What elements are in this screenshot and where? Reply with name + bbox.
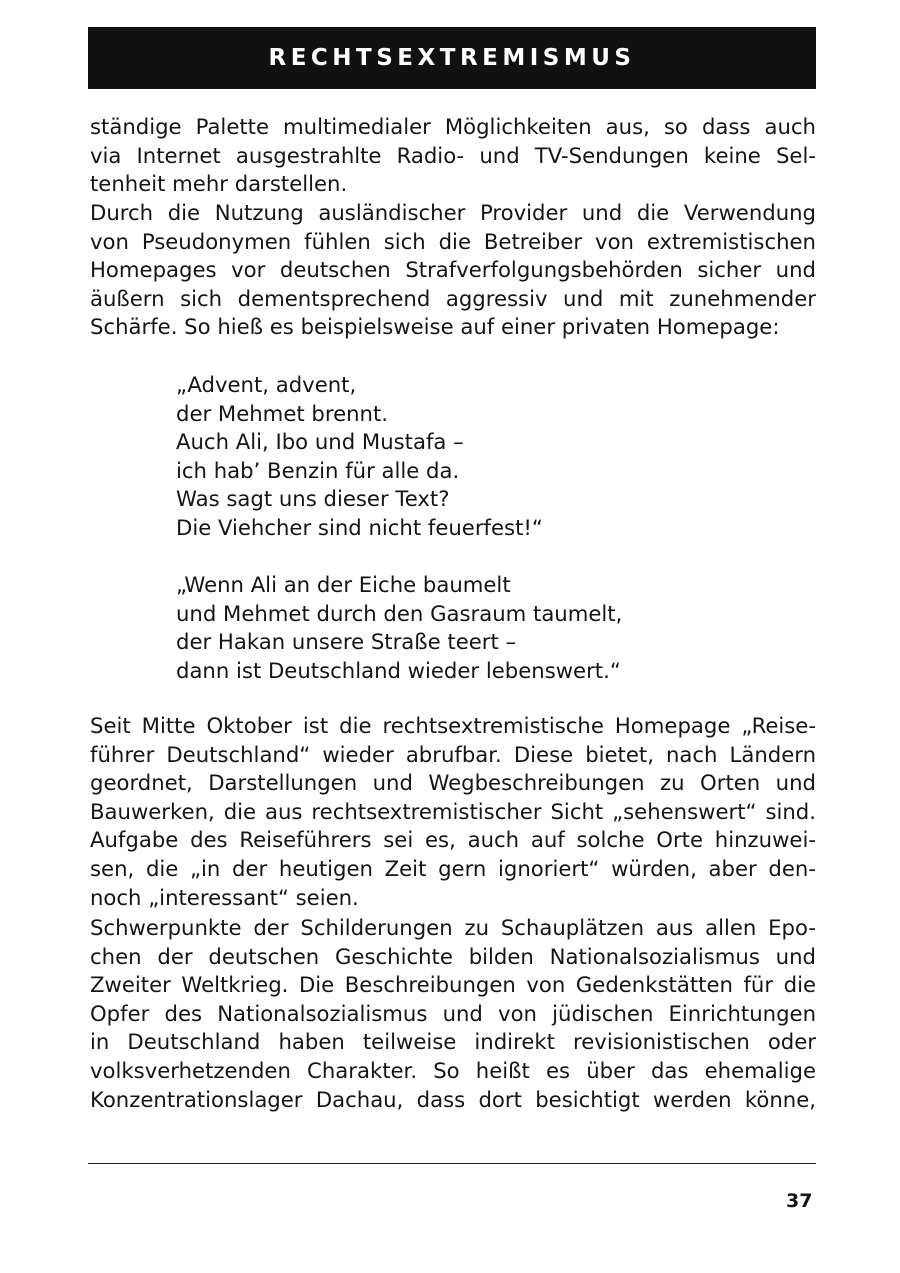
text-line: in Deutschland haben teilweise indirekt revisionistischen oder	[90, 1029, 816, 1055]
text-line: chen der deutschen Geschichte bilden Nationalsozialismus und	[90, 943, 816, 969]
text-line: noch „interessant“ seien.	[90, 884, 359, 910]
section-title: RECHTSEXTREMISMUS	[268, 45, 636, 71]
verse-line: „Advent, advent,	[176, 372, 357, 397]
text-line: tenheit mehr darstellen.	[90, 171, 348, 197]
verse-line: und Mehmet durch den Gasraum taumelt,	[176, 600, 623, 626]
paragraph-reisefuehrer	[90, 712, 816, 912]
paragraph-intro	[90, 113, 816, 199]
section-header-bar	[88, 27, 816, 89]
text-line: Opfer des Nationalsozialismus und von jüdischen Einrichtungen	[90, 1000, 816, 1026]
text-line: Durch die Nutzung ausländischer Provider und die Verwendung	[90, 200, 816, 225]
text-line: Seit Mitte Oktober ist die rechtsextremistische Homepage „Reise-	[90, 713, 816, 738]
text-line: Schärfe. So hieß es beispielsweise auf einer privaten Homepage:	[90, 314, 780, 340]
text-line: Konzentrationslager Dachau, dass dort besichtigt werden könne,	[90, 1086, 816, 1112]
paragraph-schwerpunkte	[90, 914, 816, 1114]
verse-line: dann ist Deutschland wieder lebenswert.“	[176, 657, 621, 683]
text-line: sen, die „in der heutigen Zeit gern ignoriert“ würden, aber den-	[90, 855, 816, 881]
verse-line: ich hab’ Benzin für alle da.	[176, 457, 460, 483]
text-line: äußern sich dementsprechend aggressiv und mit zunehmender	[90, 285, 816, 311]
text-line: geordnet, Darstellungen und Wegbeschreibungen zu Orten und	[90, 770, 816, 796]
footer-divider	[88, 1163, 816, 1164]
verse-line: der Hakan unsere Straße teert –	[176, 629, 517, 655]
verse-line: Auch Ali, Ibo und Mustafa –	[176, 429, 464, 455]
verse-line: „Wenn Ali an der Eiche baumelt	[176, 572, 511, 597]
verse-line: Die Viehcher sind nicht feuerfest!“	[176, 514, 543, 540]
quoted-verse-2	[176, 571, 622, 685]
text-line: Homepages vor deutschen Strafverfolgungsbehörden sicher und	[90, 257, 816, 283]
verse-line: der Mehmet brennt.	[176, 400, 389, 426]
paragraph-providers	[90, 199, 816, 342]
text-line: Bauwerken, die aus rechtsextremistischer Sicht „sehenswert“ sind.	[90, 798, 816, 824]
text-line: von Pseudonymen fühlen sich die Betreiber von extremistischen	[90, 228, 816, 254]
text-line: Schwerpunkte der Schilderungen zu Schauplätzen aus allen Epo-	[90, 915, 816, 940]
text-line: Zweiter Weltkrieg. Die Beschreibungen von Gedenkstätten für die	[90, 972, 816, 998]
text-line: via Internet ausgestrahlte Radio- und TV-Sendungen keine Sel-	[90, 142, 816, 168]
text-line: volksverhetzenden Charakter. So heißt es über das ehemalige	[90, 1057, 816, 1083]
verse-line: Was sagt uns dieser Text?	[176, 486, 450, 512]
text-line: ständige Palette multimedialer Möglichkeiten aus, so dass auch	[90, 114, 816, 139]
quoted-verse-1	[176, 371, 543, 543]
text-line: Aufgabe des Reiseführers sei es, auch auf solche Orte hinzuwei-	[90, 827, 816, 853]
text-line: führer Deutschland“ wieder abrufbar. Diese bietet, nach Ländern	[90, 741, 816, 767]
page-number: 37	[786, 1190, 813, 1212]
